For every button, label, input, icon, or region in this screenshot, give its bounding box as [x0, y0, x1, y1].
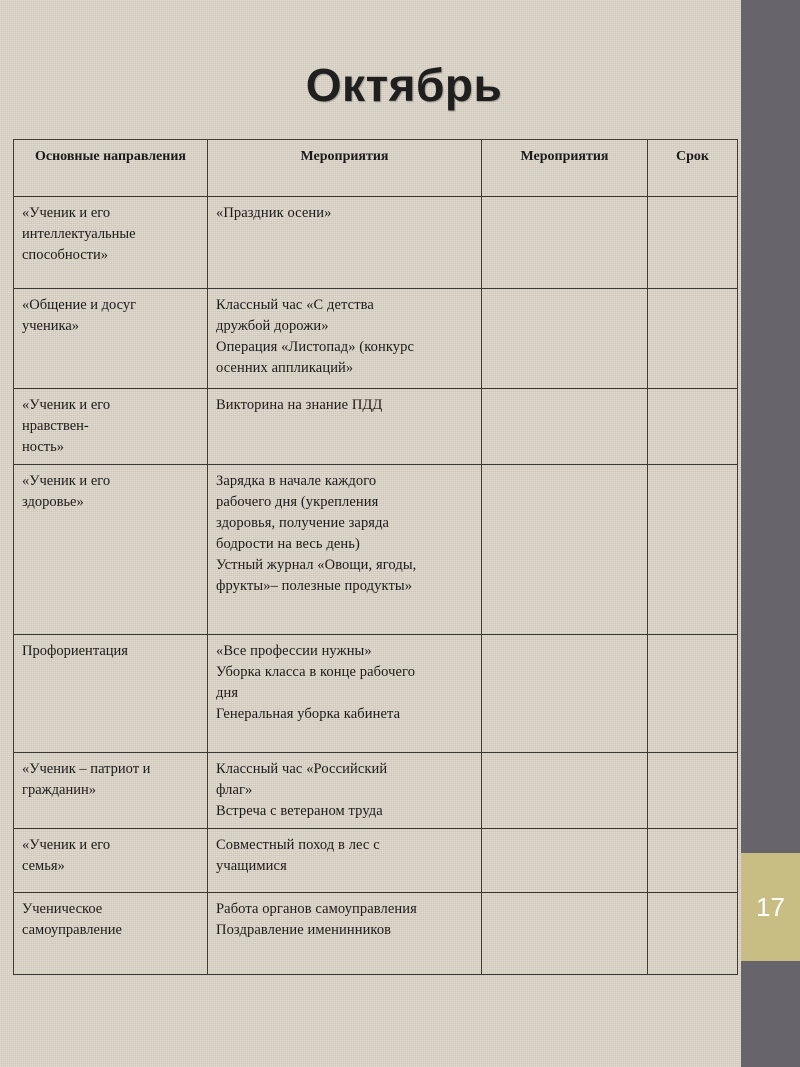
direction-cell — [14, 197, 208, 289]
event-line: рабочего дня (укрепления — [216, 494, 379, 510]
event-line: «Праздник осени» — [216, 205, 332, 221]
header-term: Срок — [648, 140, 738, 197]
direction-line: ученика» — [22, 318, 80, 334]
term-cell — [648, 389, 738, 465]
event-line: Классный час «С детства — [216, 297, 374, 313]
direction-line: «Ученик и его — [22, 473, 111, 489]
direction-cell — [14, 465, 208, 635]
event-line: Викторина на знание ПДД — [216, 397, 383, 413]
events-cell — [208, 829, 482, 893]
event-line: дружбой дорожи» — [216, 318, 329, 334]
events2-cell — [482, 465, 648, 635]
header-events-2: Мероприятия — [482, 140, 648, 197]
events-cell — [208, 289, 482, 389]
direction-line: «Общение и досуг — [22, 297, 137, 313]
table-row — [14, 893, 738, 975]
events2-cell — [482, 635, 648, 753]
direction-line: Ученическое — [22, 901, 103, 917]
direction-line: здоровье» — [22, 494, 84, 510]
header-events: Мероприятия — [208, 140, 482, 197]
events2-cell — [482, 289, 648, 389]
event-line: Классный час «Российский — [216, 761, 388, 777]
events-cell — [208, 635, 482, 753]
term-cell — [648, 635, 738, 753]
table-row — [14, 389, 738, 465]
events-cell — [208, 465, 482, 635]
table-header-row — [14, 140, 738, 197]
table-row — [14, 753, 738, 829]
events2-cell — [482, 753, 648, 829]
event-line: дня — [216, 685, 239, 701]
events2-cell — [482, 389, 648, 465]
term-cell — [648, 289, 738, 389]
direction-cell — [14, 829, 208, 893]
events2-cell — [482, 197, 648, 289]
table-row — [14, 289, 738, 389]
events-cell — [208, 197, 482, 289]
direction-cell — [14, 289, 208, 389]
events-cell — [208, 753, 482, 829]
table-row — [14, 197, 738, 289]
term-cell — [648, 465, 738, 635]
event-line: Генеральная уборка кабинета — [216, 706, 401, 722]
event-line: Операция «Листопад» (конкурс — [216, 339, 415, 355]
direction-line: «Ученик и его — [22, 837, 111, 853]
page-title: Октябрь — [305, 59, 503, 111]
event-line: Совместный поход в лес с — [216, 837, 380, 853]
event-line: Устный журнал «Овощи, ягоды, — [216, 557, 417, 573]
direction-line: семья» — [22, 858, 65, 874]
direction-line: «Ученик и его — [22, 205, 111, 221]
event-line: здоровья, получение заряда — [216, 515, 390, 531]
event-line: Работа органов самоуправления — [216, 901, 417, 917]
event-line: Зарядка в начале каждого — [216, 473, 377, 489]
event-line: бодрости на весь день) — [216, 536, 360, 552]
event-line: фрукты»– полезные продукты» — [216, 578, 413, 594]
direction-line: «Ученик и его — [22, 397, 111, 413]
events2-cell — [482, 893, 648, 975]
direction-cell — [14, 893, 208, 975]
table-row — [14, 829, 738, 893]
direction-line: ность» — [22, 439, 65, 455]
direction-line: самоуправление — [22, 922, 122, 938]
table-row — [14, 465, 738, 635]
direction-line: гражданин» — [22, 782, 96, 798]
header-directions — [14, 140, 208, 197]
term-cell — [648, 829, 738, 893]
term-cell — [648, 893, 738, 975]
event-line: Встреча с ветераном труда — [216, 803, 383, 819]
direction-cell — [14, 635, 208, 753]
direction-line: нравствен- — [22, 418, 89, 434]
event-line: учащимися — [216, 858, 287, 874]
direction-cell — [14, 389, 208, 465]
events-cell — [208, 893, 482, 975]
term-cell — [648, 197, 738, 289]
event-line: «Все профессии нужны» — [216, 643, 372, 659]
page-number-box — [741, 853, 800, 961]
table-row — [14, 635, 738, 753]
event-line: Уборка класса в конце рабочего — [216, 664, 416, 680]
event-line: флаг» — [216, 782, 253, 798]
direction-line: способности» — [22, 247, 109, 263]
header-directions-text: Основные направления — [35, 149, 186, 164]
direction-line: «Ученик – патриот и — [22, 761, 151, 777]
direction-cell — [14, 753, 208, 829]
events2-cell — [482, 829, 648, 893]
page-number: 17 — [756, 891, 785, 922]
event-line: осенних аппликаций» — [216, 360, 354, 376]
event-line: Поздравление именинников — [216, 922, 392, 938]
events-cell — [208, 389, 482, 465]
term-cell — [648, 753, 738, 829]
direction-line: интеллектуальные — [22, 226, 136, 242]
direction-line: Профориентация — [22, 643, 128, 659]
plan-table — [13, 139, 738, 975]
